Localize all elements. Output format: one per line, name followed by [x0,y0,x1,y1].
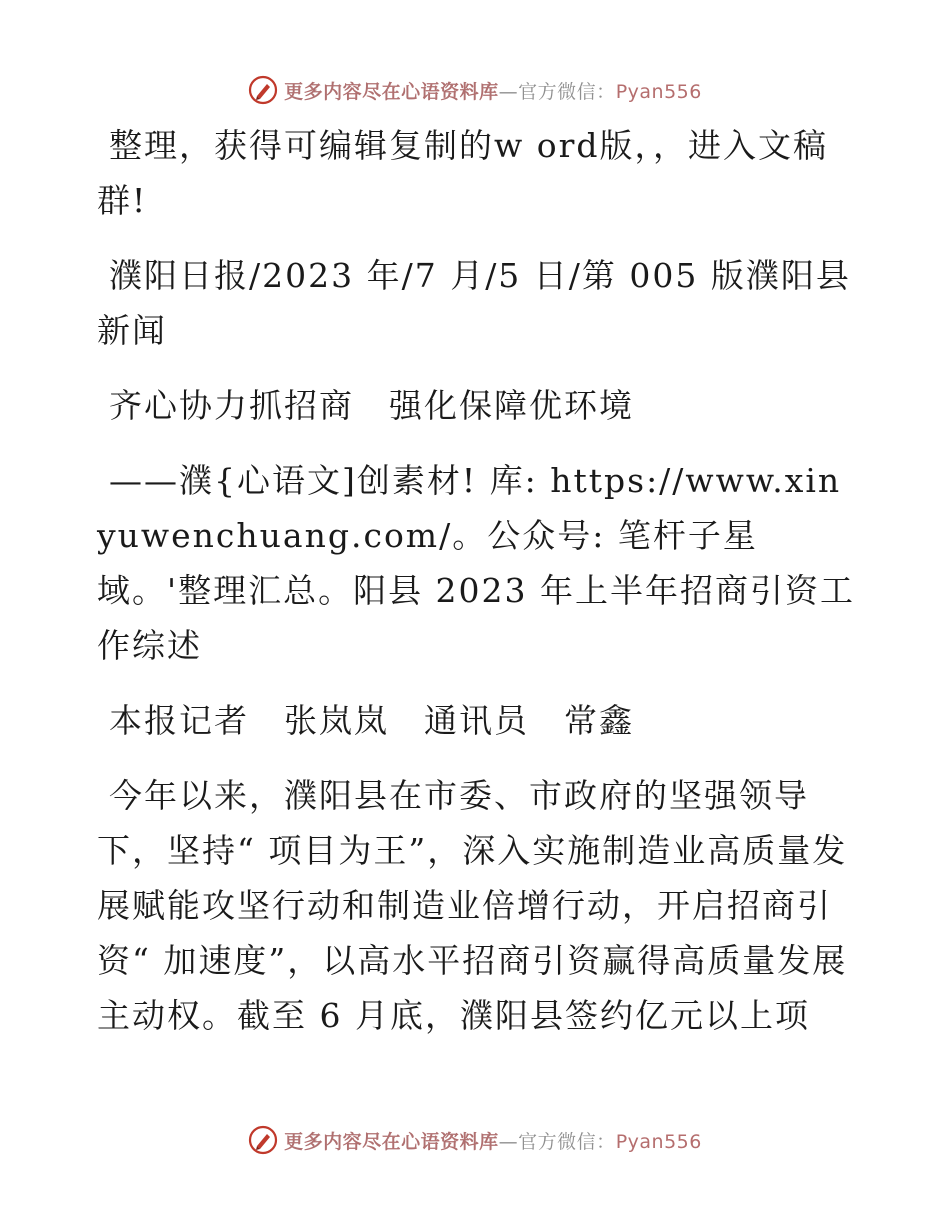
footer-watermark [0,1120,950,1160]
watermark-middle: —官方微信： [498,1130,616,1153]
byline: 本报记者 张岚岚 通讯员 常鑫 [109,701,634,740]
intro-line: 整理，获得可编辑复制的w ord版，，进入文稿群! [97,126,829,220]
article-headline: 齐心协力抓招商 强化保障优环境 [109,386,634,425]
body-paragraph: 今年以来，濮阳县在市委、市政府的坚强领导下，坚持“ 项目为王”，深入实施制造业高质量发展赋能攻坚行动和制造业倍增行动，开启招商引资“ 加速度”，以高水平招商引资赢得高质量发展主动权。截至 6 月底，濮阳县签约亿元以上项 [97,776,848,1035]
pen-seal-icon [248,1125,278,1155]
document-body [97,118,857,1063]
watermark-prefix: 更多内容尽在心语资料库 [284,1130,499,1153]
watermark-prefix: 更多内容尽在心语资料库 [284,80,499,103]
watermark-id: Pyan556 [615,1130,702,1153]
watermark-text [284,1127,702,1154]
header-watermark [0,70,950,110]
watermark-middle: —官方微信： [498,80,616,103]
pen-seal-icon [248,75,278,105]
watermark-text [284,77,702,104]
source-line: 濮阳日报/2023 年/7 月/5 日/第 005 版濮阳县新闻 [97,256,851,350]
watermark-id: Pyan556 [615,80,702,103]
article-subheadline: ——濮{心语文]创素材! 库: https://www.xinyuwenchuang.com/。公众号: 笔杆子星域。'整理汇总。阳县 2023 年上半年招商引资工作综述 [97,461,856,665]
